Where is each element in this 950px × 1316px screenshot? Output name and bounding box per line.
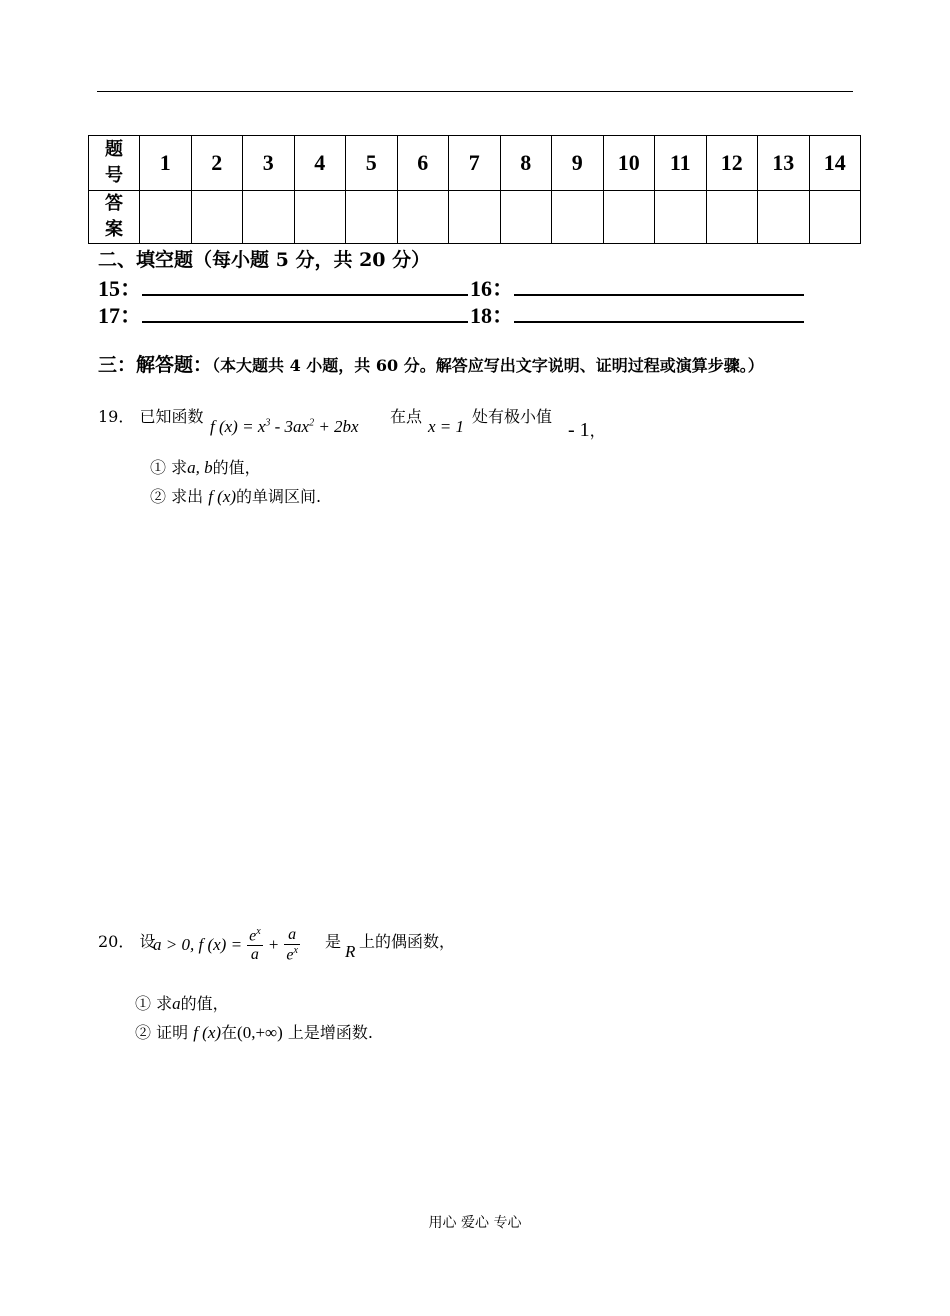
- problem-19-point: x = 1: [428, 417, 465, 436]
- problem-19-text-min: 处有极小值: [472, 407, 553, 426]
- question-number-cell: 7: [449, 136, 501, 191]
- problem-text: 设: [139, 932, 156, 951]
- page-footer: 用心 爱心 专心: [428, 1215, 522, 1231]
- section-answer-heading: [98, 350, 764, 377]
- problem-19-part1: ① 求a, b的值，: [150, 458, 261, 477]
- answer-cell[interactable]: [500, 191, 552, 244]
- question-number-cell: 9: [552, 136, 604, 191]
- header-answer: 答 案: [89, 191, 140, 244]
- blank-label: 18：: [470, 303, 515, 328]
- question-number-cell: 11: [655, 136, 707, 191]
- answer-cell[interactable]: [397, 191, 449, 244]
- problem-20: [98, 929, 155, 952]
- problem-20-part2: ② 证明 f (x)在(0,+∞) 上是增函数.: [135, 1023, 374, 1042]
- problem-19-text-at: 在点: [390, 407, 423, 426]
- blank-17[interactable]: [98, 299, 468, 330]
- problem-19-part2: ② 求出 f (x)的单调区间.: [150, 487, 322, 506]
- problem-20-text-is: 是: [325, 932, 342, 951]
- question-number-cell: 13: [758, 136, 810, 191]
- problem-number: 19．: [98, 407, 135, 426]
- problem-20-part1: ① 求a的值，: [135, 994, 229, 1013]
- problem-19-minval: - 1，: [568, 419, 606, 441]
- answer-cell[interactable]: [140, 191, 192, 244]
- answer-cell[interactable]: [294, 191, 346, 244]
- problem-20-text-even: 上的偶函数，: [359, 932, 456, 951]
- question-number-cell: 10: [603, 136, 655, 191]
- question-number-cell: 3: [243, 136, 295, 191]
- function-expression: f $(x) = x^3 - 3ax^2 + 2bx$: [210, 417, 359, 436]
- answer-grid: [88, 135, 861, 244]
- problem-text: 已知函数: [139, 407, 204, 426]
- answer-cell[interactable]: [758, 191, 810, 244]
- answer-row: [89, 191, 861, 244]
- blank-18[interactable]: [470, 299, 804, 330]
- problem-20-R: R: [345, 942, 356, 961]
- answer-cell[interactable]: [191, 191, 243, 244]
- answer-cell[interactable]: [603, 191, 655, 244]
- section3-note: （本大题共 4 小题，共 60 分。解答应写出文字说明、证明过程或演算步骤。）: [212, 356, 764, 375]
- question-number-cell: 4: [294, 136, 346, 191]
- answer-cell[interactable]: [552, 191, 604, 244]
- question-number-cell: 6: [397, 136, 449, 191]
- question-number-cell: 2: [191, 136, 243, 191]
- blank-label: 17：: [98, 303, 143, 328]
- answer-cell[interactable]: [449, 191, 501, 244]
- header-question-number: 题 号: [89, 136, 140, 191]
- answer-cell[interactable]: [809, 191, 861, 244]
- section3-title: 三：解答题：: [98, 354, 213, 376]
- answer-cell[interactable]: [243, 191, 295, 244]
- question-number-cell: 12: [706, 136, 758, 191]
- blank-label: 15：: [98, 276, 143, 301]
- answer-cell[interactable]: [655, 191, 707, 244]
- problem-19-function: [210, 417, 359, 437]
- fraction-2: $\frac{a}{e^x}$: [286, 926, 298, 964]
- problem-20-expression: a > 0, f (x) = $\frac{e^x}{a}$ + $\frac{a}{e^x}$: [153, 926, 298, 964]
- fraction-1: $\frac{e^x}{a}$: [249, 926, 261, 964]
- answer-cell[interactable]: [346, 191, 398, 244]
- question-number-cell: 8: [500, 136, 552, 191]
- question-number-cell: 1: [140, 136, 192, 191]
- blank-label: 16：: [470, 276, 515, 301]
- number-row: [89, 136, 861, 191]
- question-number-cell: 5: [346, 136, 398, 191]
- problem-number: 20．: [98, 932, 135, 951]
- answer-cell[interactable]: [706, 191, 758, 244]
- section-fill-in-heading: 二、填空题（每小题 5 分，共 20 分）: [98, 249, 431, 271]
- question-number-cell: 14: [809, 136, 861, 191]
- top-rule: [97, 91, 853, 92]
- problem-19: [98, 404, 203, 427]
